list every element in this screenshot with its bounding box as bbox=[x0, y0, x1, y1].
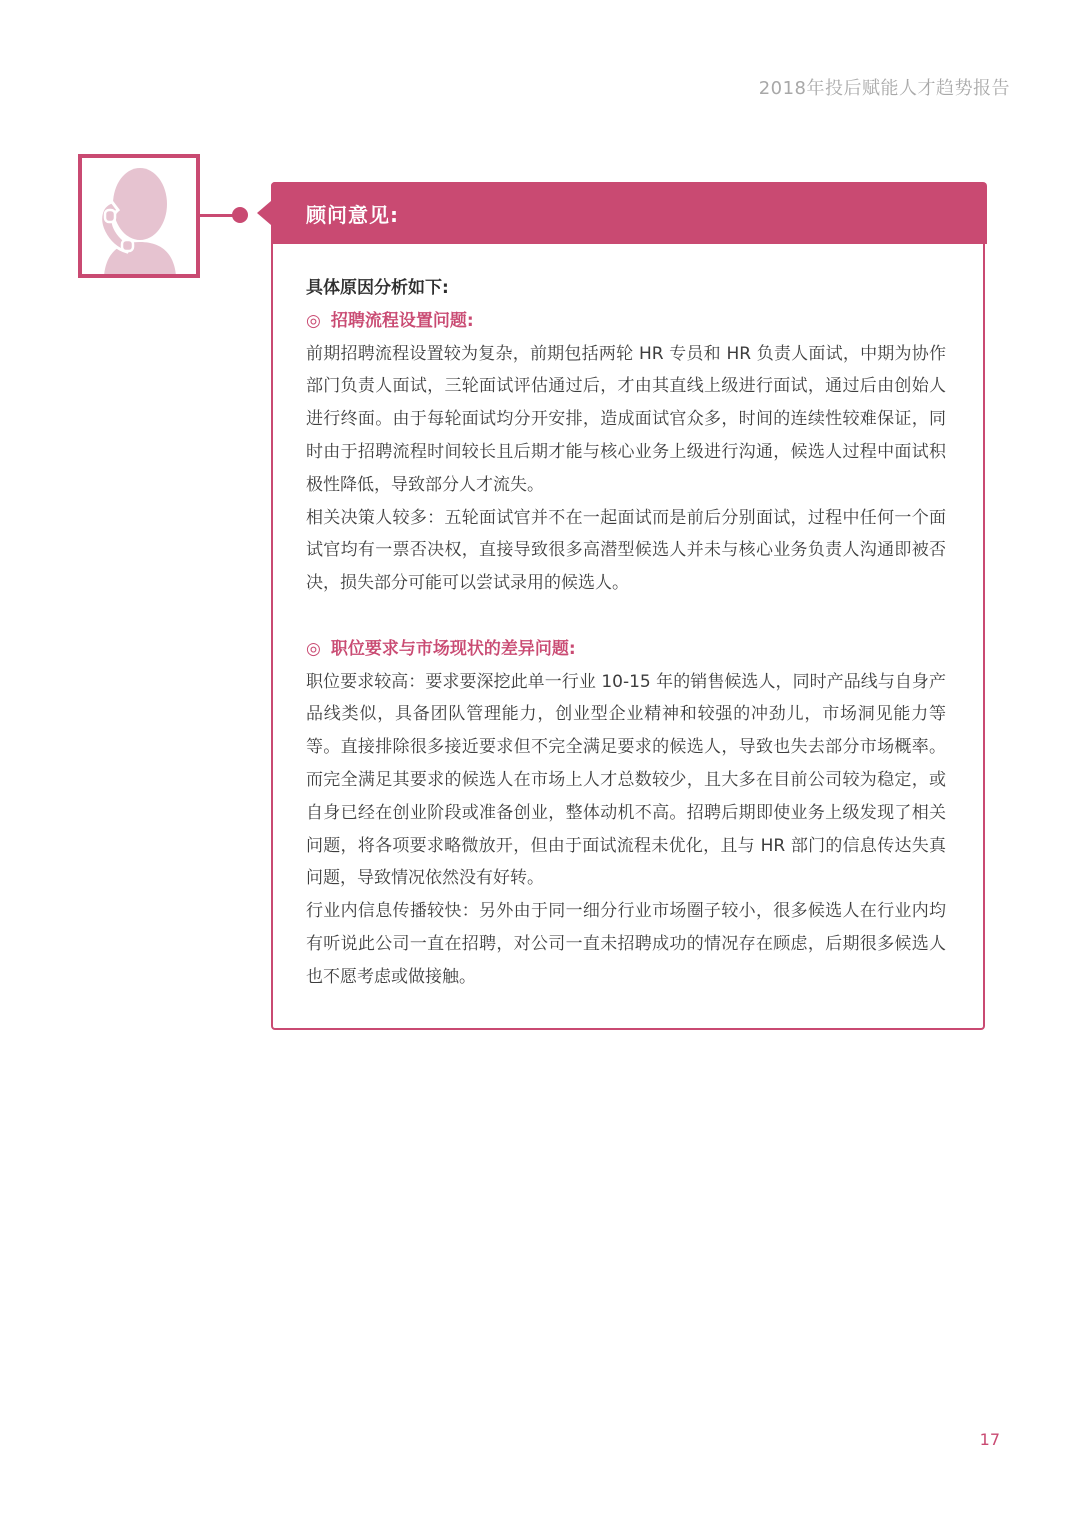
paragraph: 职位要求较高：要求要深挖此单一行业 10-15 年的销售候选人，同时产品线与自身产品线类似，具备团队管理能力，创业型企业精神和较强的冲劲儿，市场洞见能力等等。直接排除很多接近要求但不完全满足要求的候选人，导致也失去部分市场概率。而完全满足其要求的候选人在市场上人才总数较少，且大多在目前公司较为稳定，或自身已经在创业阶段或准备创业，整体动机不高。招聘后期即使业务上级发现了相关问题，将各项要求略微放开，但由于面试流程未优化，且与 HR 部门的信息传达失真问题，导致情况依然没有好转。 bbox=[306, 671, 946, 889]
card-notch bbox=[257, 201, 271, 225]
paragraph: 前期招聘流程设置较为复杂，前期包括两轮 HR 专员和 HR 负责人面试，中期为协作部门负责人面试，三轮面试评估通过后，才由其直线上级进行面试，通过后由创始人进行终面。由于每轮面试均分开安排，造成面试官众多，时间的连续性较难保证，同时由于招聘流程时间较长且后期才能与核心业务上级进行沟通，候选人过程中面试积极性降低，导致部分人才流失。 bbox=[306, 343, 946, 495]
section-spacer bbox=[306, 600, 946, 633]
card-title: 顾问意见: bbox=[306, 203, 399, 227]
phone-person-icon bbox=[82, 158, 196, 274]
advisor-opinion-card bbox=[271, 182, 985, 1030]
report-title: 2018年投后赋能人才趋势报告 bbox=[758, 78, 1010, 99]
section-heading-text: 招聘流程设置问题: bbox=[330, 310, 474, 331]
section-heading-requirements-gap bbox=[306, 633, 946, 666]
section-marker-icon: ◎ bbox=[306, 310, 321, 331]
section-heading-recruitment-process bbox=[306, 305, 946, 338]
paragraph: 相关决策人较多：五轮面试官并不在一起面试而是前后分别面试，过程中任何一个面试官均有一票否决权，直接导致很多高潜型候选人并未与核心业务负责人沟通即被否决，损失部分可能可以尝试录用的候选人。 bbox=[306, 507, 946, 594]
paragraph: 行业内信息传播较快：另外由于同一细分行业市场圈子较小，很多候选人在行业内均有听说此公司一直在招聘，对公司一直未招聘成功的情况存在顾虑，后期很多候选人也不愿考虑或做接触。 bbox=[306, 901, 946, 987]
card-header bbox=[271, 182, 987, 244]
connector-dot bbox=[232, 207, 248, 223]
section-marker-icon: ◎ bbox=[306, 638, 321, 659]
advisor-avatar bbox=[78, 154, 200, 278]
card-body bbox=[306, 272, 946, 994]
section-heading-text: 职位要求与市场现状的差异问题: bbox=[330, 638, 576, 659]
page-number: 17 bbox=[979, 1430, 1000, 1449]
intro-heading: 具体原因分析如下: bbox=[306, 278, 449, 298]
